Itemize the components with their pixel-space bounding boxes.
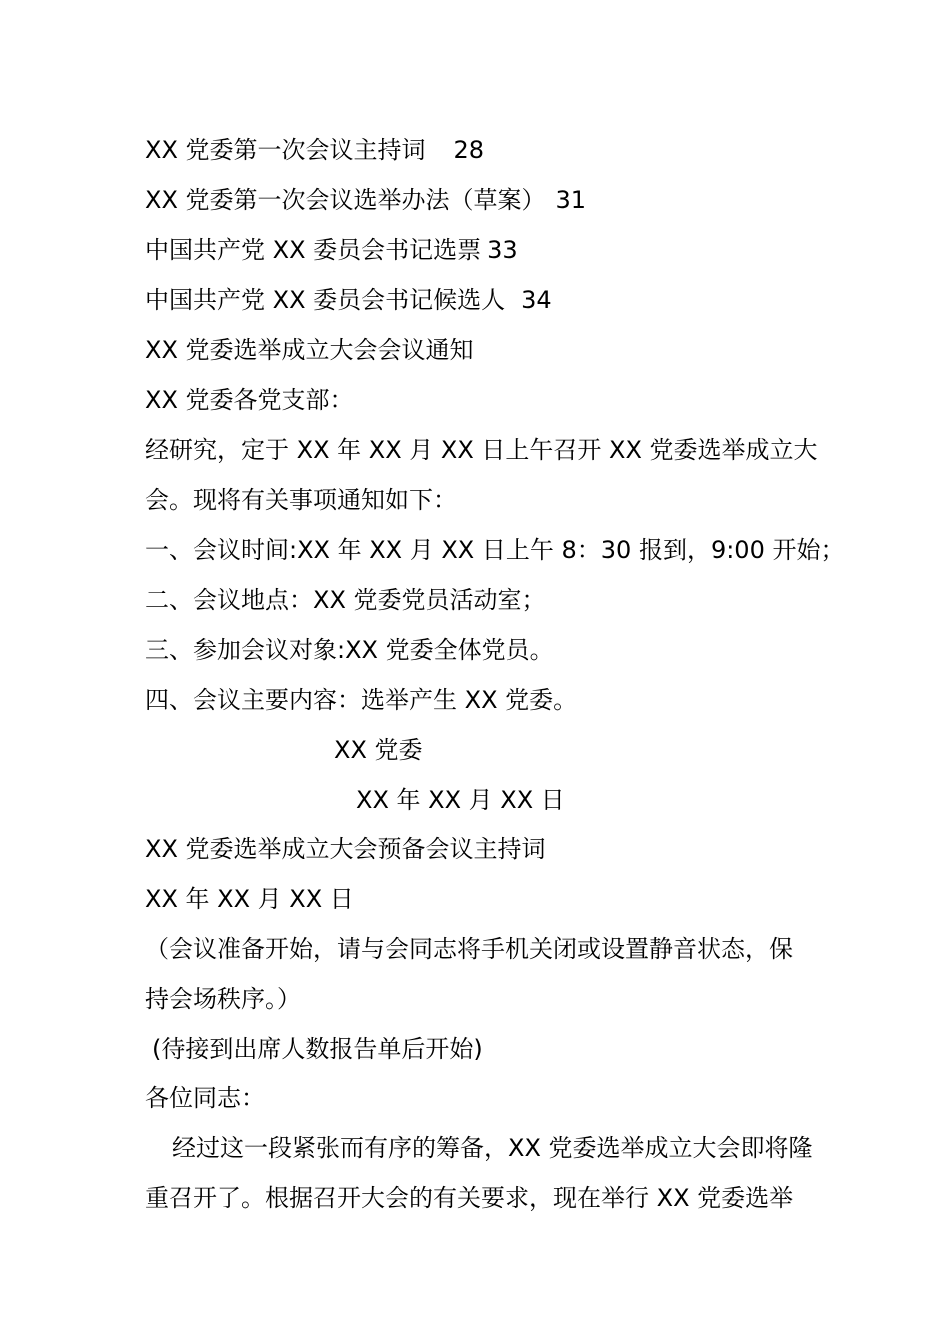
toc-entry — [145, 135, 484, 165]
toc-entry — [145, 285, 552, 315]
notice-body-line: 会。现将有关事项通知如下： — [145, 486, 457, 514]
notice-body-line: 经研究，定于 XX 年 XX 月 XX 日上午召开 XX 党委选举成立大 — [145, 436, 818, 464]
notice-item-location: 二、会议地点：XX 党委党员活动室； — [145, 586, 546, 614]
toc-title: 中国共产党 XX 委员会书记候选人 — [145, 286, 506, 314]
speech-date: XX 年 XX 月 XX 日 — [145, 885, 354, 913]
toc-title: 中国共产党 XX 委员会书记选票 — [145, 236, 482, 264]
notice-signature: XX 党委 — [334, 736, 423, 764]
toc-page-number: 31 — [555, 186, 587, 214]
toc-page-number: 34 — [521, 286, 552, 314]
speech-title: XX 党委选举成立大会预备会议主持词 — [145, 835, 546, 863]
speech-note-wait: (待接到出席人数报告单后开始) — [152, 1035, 483, 1063]
speech-paragraph-line: 经过这一段紧张而有序的筹备，XX 党委选举成立大会即将隆 — [172, 1134, 813, 1162]
toc-page-number: 33 — [487, 236, 518, 264]
notice-date: XX 年 XX 月 XX 日 — [356, 786, 565, 814]
notice-salutation: XX 党委各党支部： — [145, 386, 354, 414]
toc-entry — [145, 185, 586, 215]
notice-title: XX 党委选举成立大会会议通知 — [145, 336, 474, 364]
speech-note-line: （会议准备开始，请与会同志将手机关闭或设置静音状态，保 — [145, 935, 793, 963]
notice-item-attendees: 三、参加会议对象:XX 党委全体党员。 — [145, 636, 554, 664]
toc-entry — [145, 235, 518, 265]
speech-note-line: 持会场秩序。） — [145, 985, 301, 1013]
toc-page-number: 28 — [453, 136, 485, 164]
toc-title: XX 党委第一次会议主持词 — [145, 136, 426, 164]
speech-paragraph-line: 重召开了。根据召开大会的有关要求，现在举行 XX 党委选举 — [145, 1184, 794, 1212]
notice-item-time: 一、会议时间:XX 年 XX 月 XX 日上午 8：30 报到，9:00 开始； — [145, 536, 845, 564]
toc-title: XX 党委第一次会议选举办法（草案） — [145, 186, 546, 214]
speech-salutation: 各位同志： — [145, 1084, 265, 1112]
notice-item-content: 四、会议主要内容：选举产生 XX 党委。 — [145, 686, 578, 714]
